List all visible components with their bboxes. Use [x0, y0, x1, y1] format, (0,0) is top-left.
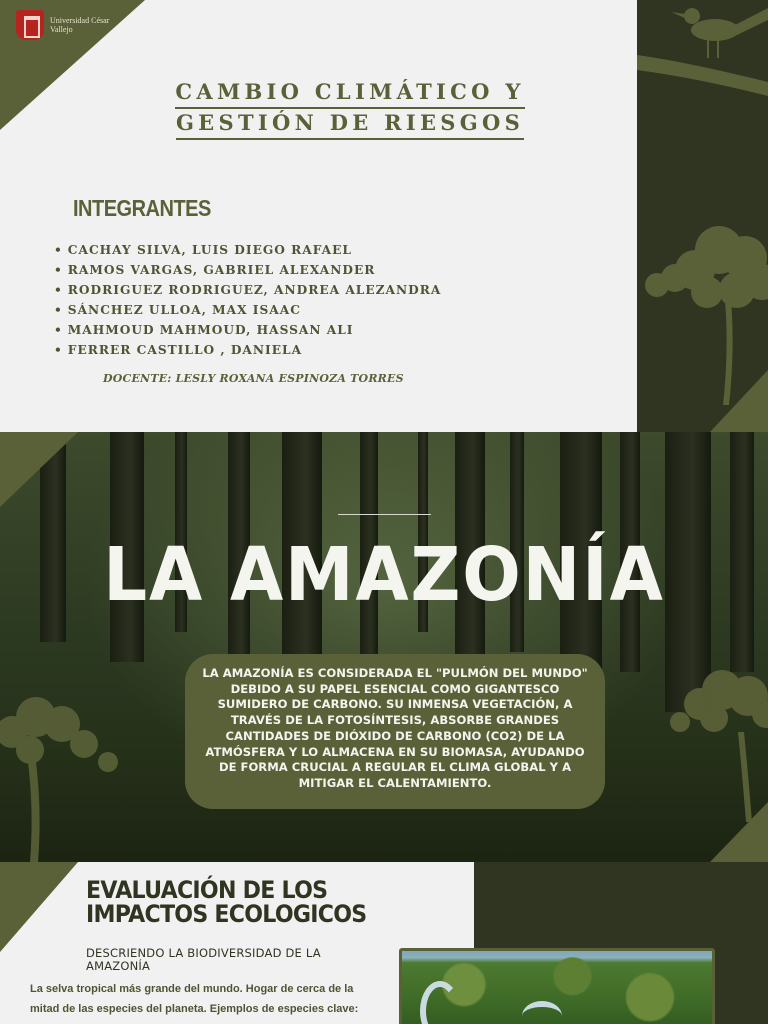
list-item: • RODRIGUEZ RODRIGUEZ, ANDREA ALEZANDRA [54, 280, 441, 300]
side-panel-art [637, 0, 768, 432]
slide-title: LA AMAZONÍA [103, 532, 665, 618]
corner-triangle [0, 862, 78, 952]
course-title-line1: CAMBIO CLIMÁTICO Y [175, 78, 524, 109]
slide-subtitle: DESCRIENDO LA BIODIVERSIDAD DE LA AMAZONÍA [86, 946, 321, 973]
description-box: LA AMAZONÍA ES CONSIDERADA EL "PULMÓN DEL MUNDO" DEBIDO A SU PAPEL ESENCIAL COMO GIGANTESCO SUMIDERO DE CARBONO. SU INMENSA VEGETACIÓN, A TRAVÉS DE LA FOTOSÍNTESIS, ABSORBE GRANDES CANTIDADES DE DIÓXIDO DE CARBONO (CO2) DE LA ATMÓSFERA Y LO ALMACENA EN SU BIOMASA, AYUDANDO DE FORMA CRUCIAL A REGULAR EL CLIMA GLOBAL Y A MITIGAR EL CALENTAMIENTO. [185, 654, 605, 809]
list-item: • CACHAY SILVA, LUIS DIEGO RAFAEL [54, 240, 441, 260]
logo-text: Universidad César Vallejo [50, 16, 110, 34]
list-item: • SÁNCHEZ ULLOA, MAX ISAAC [54, 300, 441, 320]
bird-silhouette-icon [671, 8, 768, 58]
river-shape [420, 981, 460, 1024]
members-heading: INTEGRANTES [73, 196, 211, 222]
teacher-name: DOCENTE: LESLY ROXANA ESPINOZA TORRES [103, 372, 404, 385]
list-item: • RAMOS VARGAS, GABRIEL ALEXANDER [54, 260, 441, 280]
members-list [54, 240, 441, 360]
tree-silhouette-icon [670, 670, 768, 822]
river-shape [522, 1001, 562, 1024]
amazon-river-photo [399, 948, 715, 1024]
tree-silhouette-icon [0, 697, 118, 862]
slide-title: EVALUACIÓN DE LOS IMPACTOS ECOLOGICOS [86, 876, 367, 928]
impacts-slide [0, 862, 768, 1024]
course-title-line2: GESTIÓN DE RIESGOS [176, 109, 524, 140]
amazonia-slide [0, 432, 768, 862]
list-item: • FERRER CASTILLO , DANIELA [54, 340, 441, 360]
title-divider [338, 514, 431, 515]
list-item: • MAHMOUD MAHMOUD, HASSAN ALI [54, 320, 441, 340]
branch-icon [637, 55, 768, 96]
course-title [150, 78, 550, 140]
university-logo [16, 10, 110, 40]
corner-triangle [710, 370, 768, 432]
decorative-side-panel [637, 0, 768, 432]
title-slide [0, 0, 768, 432]
slide-body-text: La selva tropical más grande del mundo. Hogar de cerca de la mitad de las especies del planeta. Ejemplos de especies clave: [30, 983, 359, 1015]
corner-triangle [710, 802, 768, 862]
university-crest-icon [16, 10, 44, 40]
